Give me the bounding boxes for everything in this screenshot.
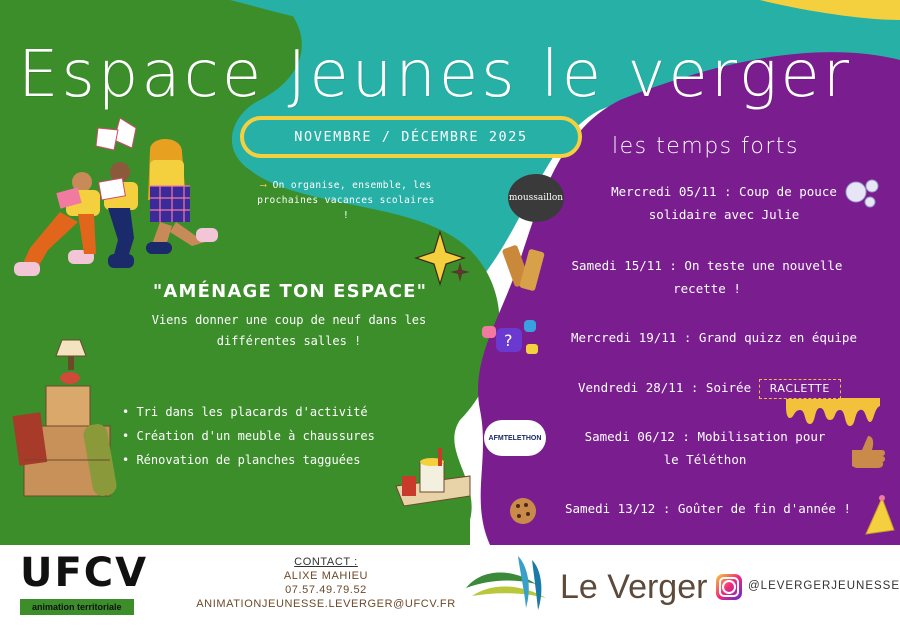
amenage-list [122,400,442,472]
amenage-description: Viens donner une coup de neuf dans les différentes salles ! [151,313,427,348]
event-item: Samedi 13/12 : Goûter de fin d'année ! [565,501,851,516]
cookie-icon [508,496,538,526]
event-item: Vendredi 28/11 : Soirée RACLETTE [578,376,888,399]
thumbs-up-icon [846,432,888,472]
highlights-heading: les temps forts [612,134,799,159]
instagram-icon[interactable] [716,574,742,600]
event-item: Mercredi 05/11 : Coup de pouce solidaire avec Julie [611,184,837,222]
partner-name: Le Verger [560,568,708,606]
list-item: • Rénovation de planches tagguées [122,448,442,472]
moussaillon-logo: moussaillon [508,174,564,222]
contact-block [186,555,466,611]
list-item: • Tri dans les placards d'activité [122,400,442,424]
intro-text: On organise, ensemble, les prochaines vacances scolaires ! [257,180,435,221]
period-badge: NOVEMBRE / DÉCEMBRE 2025 [240,116,582,158]
telethon-logo: AFMTELETHON [484,420,546,456]
raclette-badge: RACLETTE [759,379,841,399]
instagram-handle[interactable]: @LEVERGERJEUNESSE [748,580,900,592]
question-bubbles-icon [480,318,542,358]
svg-text:?: ? [504,331,513,350]
contact-phone[interactable]: 07.57.49.79.52 [285,584,367,596]
contact-name: ALIXE MAHIEU [283,570,369,582]
event-item: Mercredi 19/11 : Grand quizz en équipe [571,330,857,345]
cereal-bar-icon [502,244,546,292]
contact-heading: CONTACT : [294,556,358,568]
event-item: Samedi 06/12 : Mobilisation pour le Téléthon [584,429,826,467]
event-item: Samedi 15/11 : On teste une nouvelle recette ! [571,258,843,296]
ufcv-tagline: animation territoriale [20,599,134,615]
arrow-right-icon: ⟶ [260,180,267,191]
ufcv-brand: UFCV [20,550,149,596]
intro-text-block [252,178,440,223]
amenage-title: "AMÉNAGE TON ESPACE" [152,281,428,302]
le-verger-logo-icon [462,548,562,614]
page-title: Espace Jeunes le verger [18,38,852,112]
ufcv-logo [20,550,180,615]
list-item: • Création d'un meuble à chaussures [122,424,442,448]
contact-email[interactable]: ANIMATIONJEUNESSE.LEVERGER@UFCV.FR [196,598,456,610]
